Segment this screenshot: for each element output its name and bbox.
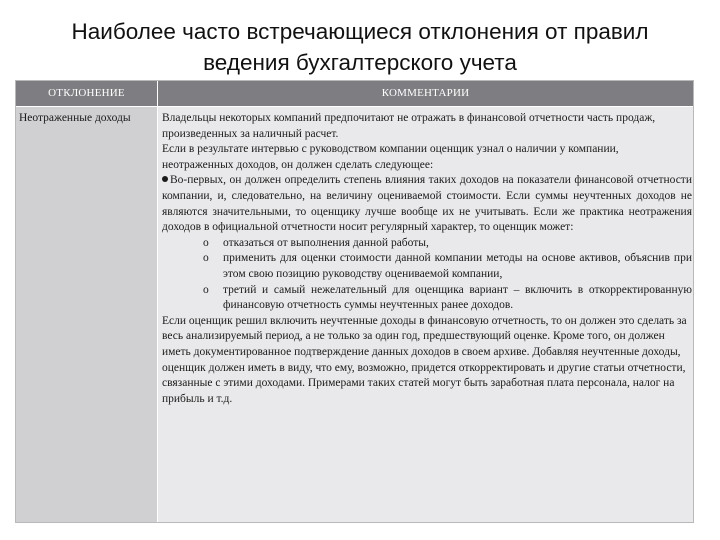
option-item-1 bbox=[162, 236, 692, 252]
comment-paragraph-3 bbox=[162, 173, 692, 235]
option-item-3 bbox=[162, 283, 692, 314]
header-comments: КОММЕНТАРИИ bbox=[158, 81, 693, 106]
deviations-table bbox=[15, 80, 694, 523]
comment-paragraph-4: Если оценщик решил включить неучтенные доходы в финансовую отчетность, то он должен это сделать за весь анализируемый период, а не только за один год, предшествующий оценке. Кроме того, он должен иметь документированное подтверждение данных доходов в своем архиве. Добавляя неучтенные доходы, оценщик должен иметь в виду, что ему, возможно, придется откорректировать и другие статьи отчетности, связанные с этими доходами. Примерами таких статей могут быть заработная плата персонала, налог на прибыль и т.д. bbox=[162, 314, 687, 405]
deviation-column-bg bbox=[16, 107, 157, 522]
bullet-icon bbox=[162, 176, 168, 182]
comment-paragraph-3-text: Во-первых, он должен определить степень влияния таких доходов на показатели финансовой отчетности компании, и, следовательно, на величину оцениваемой стоимости. Если суммы неучтенных доходов не являются значительными, то оценщику лучше вообще их не учитывать. Если же практика неотражения доходов в официальной отчетности носит регулярный характер, то оценщик может: bbox=[162, 174, 692, 234]
column-divider bbox=[157, 81, 158, 522]
option-text-2: применить для оценки стоимости данной компании методы на основе активов, объяснив при этом свою позицию руководству оцениваемой компании, bbox=[223, 252, 692, 280]
option-text-3: третий и самый нежелательный для оценщика вариант – включить в откорректированную финансовую отчетность суммы неучтенных ранее доходов. bbox=[223, 283, 692, 312]
comments-cell bbox=[162, 111, 692, 407]
slide-title bbox=[30, 16, 690, 78]
comment-paragraph-1: Владельцы некоторых компаний предпочитают не отражать в финансовой отчетности часть продаж, произведенных за наличный расчет. bbox=[162, 112, 656, 140]
deviation-cell: Неотраженные доходы bbox=[19, 112, 131, 124]
option-marker: o bbox=[203, 283, 209, 296]
slide-title-line1: Наиболее часто встречающиеся отклонения от правил bbox=[71, 19, 649, 44]
option-marker: o bbox=[203, 252, 209, 265]
option-item-2 bbox=[162, 251, 692, 282]
option-marker: o bbox=[203, 236, 209, 249]
slide-title-line2: ведения бухгалтерского учета bbox=[203, 50, 517, 75]
option-text-1: отказаться от выполнения данной работы, bbox=[223, 236, 429, 249]
header-deviation: ОТКЛОНЕНИЕ bbox=[16, 81, 157, 106]
comment-paragraph-2: Если в результате интервью с руководством компании оценщик узнал о наличии у компании, неотраженных доходов, он должен сделать следующее: bbox=[162, 143, 619, 171]
